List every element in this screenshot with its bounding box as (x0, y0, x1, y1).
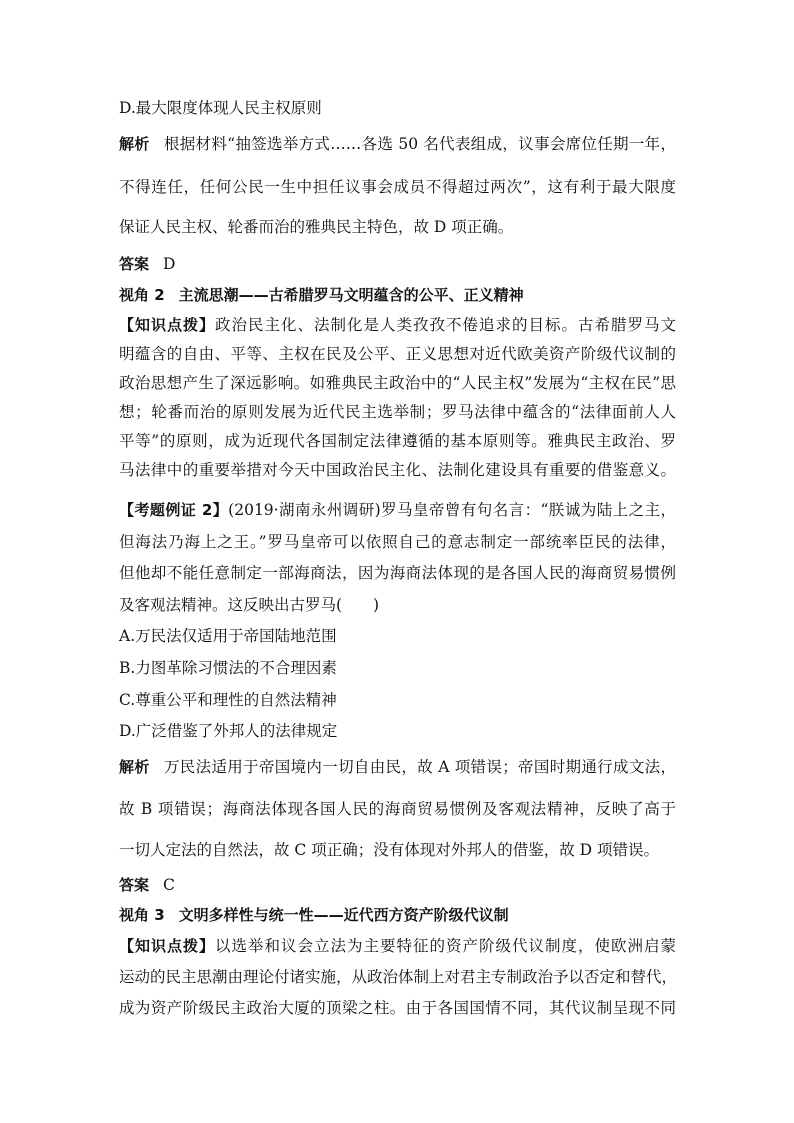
analysis-line: 不得连任，任何公民一生中担任议事会成员不得超过两次”，这有利于最大限度 (119, 178, 676, 196)
knowledge-line: 【知识点拨】政治民主化、法制化是人类孜孜不倦追求的目标。古希腊罗马文 (119, 316, 676, 334)
analysis-line: 保证人民主权、轮番而治的雅典民主特色，故 D 项正确。 (119, 218, 514, 236)
knowledge-line: 想；轮番而治的原则发展为近代民主选举制；罗马法律中蕴含的“法律面前人人 (119, 403, 676, 421)
example-label: 【考题例证 2】 (119, 501, 229, 519)
analysis-line: 解析 万民法适用于帝国境内一切自由民，故 A 项错误；帝国时期通行成文法， (119, 758, 676, 776)
option-d: D.最大限度体现人民主权原则 (119, 99, 322, 117)
answer-value: C (163, 876, 175, 894)
knowledge-line: 马法律中的重要举措对今天中国政治民主化、法制化建设具有重要的借鉴意义。 (119, 461, 676, 479)
answer-line (119, 253, 175, 274)
answer-label: 答案 (119, 255, 150, 273)
analysis-line: 一切人定法的自然法，故 C 项正确；没有体现对外邦人的借鉴，故 D 项错误。 (119, 841, 659, 859)
option-d: D.广泛借鉴了外邦人的法律规定 (119, 722, 338, 740)
example-line: 但他却不能任意制定一部海商法，因为海商法体现的是各国人民的海商贸易惯例 (119, 564, 676, 582)
answer-value: D (163, 255, 176, 273)
option-c: C.尊重公平和理性的自然法精神 (119, 691, 337, 709)
knowledge-line: 运动的民主思潮由理论付诸实施，从政治体制上对君主专制政治予以否定和替代， (119, 968, 678, 986)
knowledge-line: 政治思想产生了深远影响。如雅典民主政治中的“人民主权”发展为“主权在民”思 (119, 374, 676, 392)
example-line: 【考题例证 2】(2019·湖南永州调研)罗马皇帝曾有句名言：“朕诚为陆上之主， (119, 501, 676, 519)
section-heading: 视角 3 文明多样性与统一性——近代西方资产阶级代议制 (119, 906, 509, 924)
answer-label: 答案 (119, 876, 150, 894)
section-heading: 视角 2 主流思潮——古希腊罗马文明蕴含的公平、正义精神 (119, 286, 524, 304)
analysis-line: 故 B 项错误；海商法体现各国人民的海商贸易惯例及客观法精神，反映了高于 (119, 800, 676, 818)
analysis-label: 解析 (119, 135, 150, 153)
knowledge-line: 【知识点拨】以选举和议会立法为主要特征的资产阶级代议制度，使欧洲启蒙 (119, 937, 676, 955)
knowledge-label: 【知识点拨】 (119, 316, 215, 334)
example-line: 及客观法精神。这反映出古罗马( ) (119, 596, 380, 614)
section-title: 主流思潮——古希腊罗马文明蕴含的公平、正义精神 (178, 286, 524, 304)
knowledge-line: 成为资产阶级民主政治大厦的顶梁之柱。由于各国国情不同，其代议制呈现不同 (119, 999, 676, 1017)
section-title: 文明多样性与统一性——近代西方资产阶级代议制 (178, 906, 509, 924)
knowledge-line: 平等”的原则，成为近现代各国制定法律遵循的基本原则等。雅典民主政治、罗 (119, 432, 676, 450)
analysis-line: 解析 根据材料“抽签选举方式……各选 50 名代表组成，议事会席位任期一年， (119, 135, 676, 153)
option-b: B.力图革除习惯法的不合理因素 (119, 659, 337, 677)
answer-line (119, 874, 175, 895)
option-a: A.万民法仅适用于帝国陆地范围 (119, 627, 337, 645)
analysis-label: 解析 (119, 758, 150, 776)
knowledge-line: 明蕴含的自由、平等、主权在民及公平、正义思想对近代欧美资产阶级代议制的 (119, 345, 676, 363)
example-line: 但海法乃海上之王。”罗马皇帝可以依照自己的意志制定一部统率臣民的法律， (119, 533, 676, 551)
knowledge-label: 【知识点拨】 (119, 937, 215, 955)
